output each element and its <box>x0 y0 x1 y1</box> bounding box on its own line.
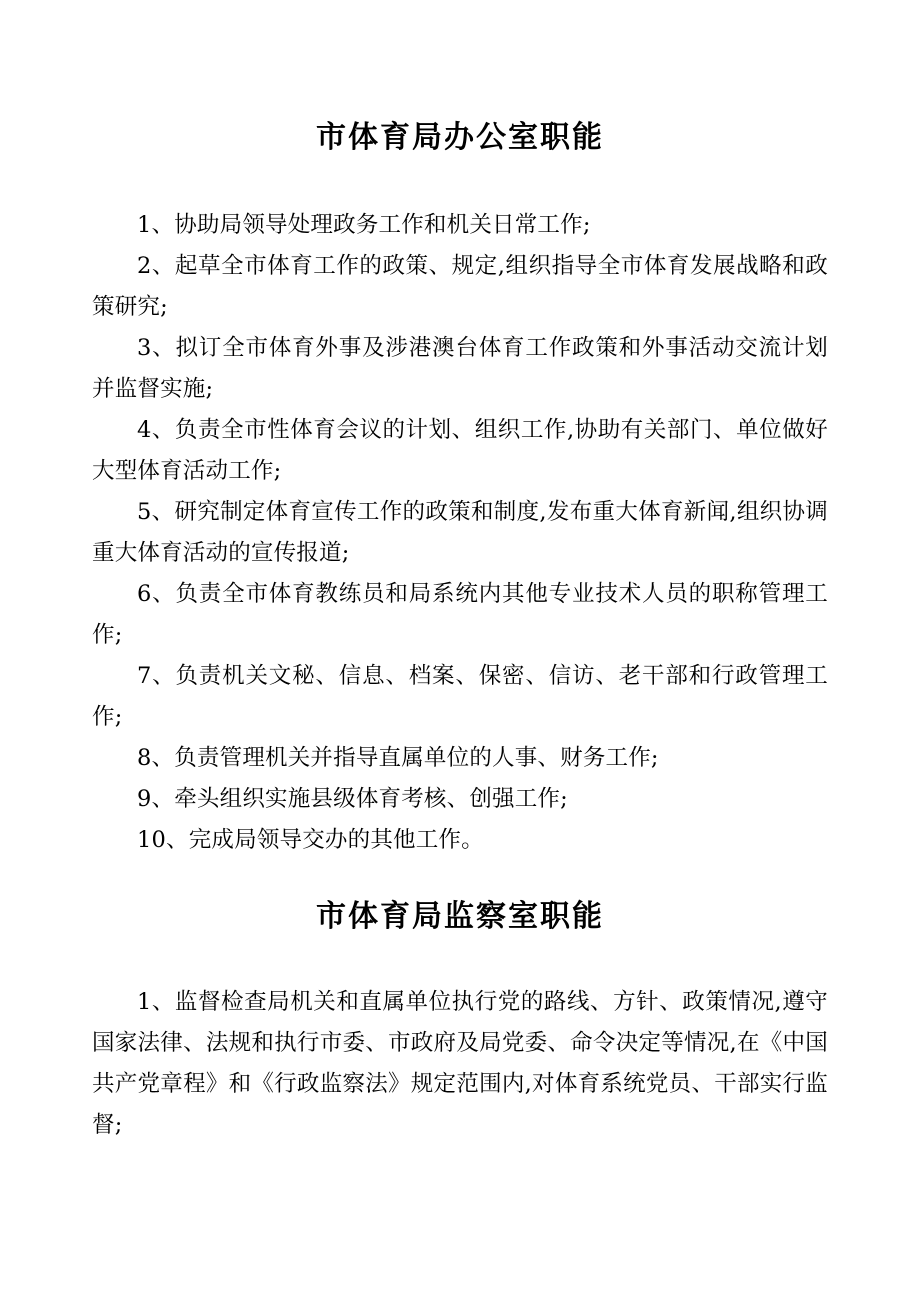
section-title-supervision: 市体育局监察室职能 <box>316 899 604 934</box>
page-title: 市体育局办公室职能 <box>316 120 604 155</box>
section-spacer <box>92 861 828 897</box>
list-item: 6、负责全市体育教练员和局系统内其他专业技术人员的职称管理工作; <box>92 581 828 648</box>
list-item: 9、牵头组织实施县级体育考核、创强工作; <box>137 786 568 812</box>
title-spacer <box>92 157 828 205</box>
list-item: 10、完成局领导交办的其他工作。 <box>137 827 484 853</box>
list-item: 8、负责管理机关并指导直属单位的人事、财务工作; <box>137 745 659 771</box>
supervision-duties-list <box>92 982 828 1146</box>
list-item: 1、监督检查局机关和直属单位执行党的路线、方针、政策情况,遵守国家法律、法规和执行市委、市政府及局党委、命令决定等情况,在《中国共产党章程》和《行政监察法》规定范围内,对体育系统党员、干部实行监督; <box>92 989 828 1138</box>
list-item: 3、拟订全市体育外事及涉港澳台体育工作政策和外事活动交流计划并监督实施; <box>92 335 828 402</box>
list-item: 7、负责机关文秘、信息、档案、保密、信访、老干部和行政管理工作; <box>92 663 828 730</box>
list-item: 4、负责全市性体育会议的计划、组织工作,协助有关部门、单位做好大型体育活动工作; <box>92 417 828 484</box>
list-item: 1、协助局领导处理政务工作和机关日常工作; <box>137 212 591 238</box>
list-item: 5、研究制定体育宣传工作的政策和制度,发布重大体育新闻,组织协调重大体育活动的宣传报道; <box>92 499 828 566</box>
office-duties-list <box>92 205 828 861</box>
list-item: 2、起草全市体育工作的政策、规定,组织指导全市体育发展战略和政策研究; <box>92 253 828 320</box>
section-title-spacer <box>92 936 828 982</box>
